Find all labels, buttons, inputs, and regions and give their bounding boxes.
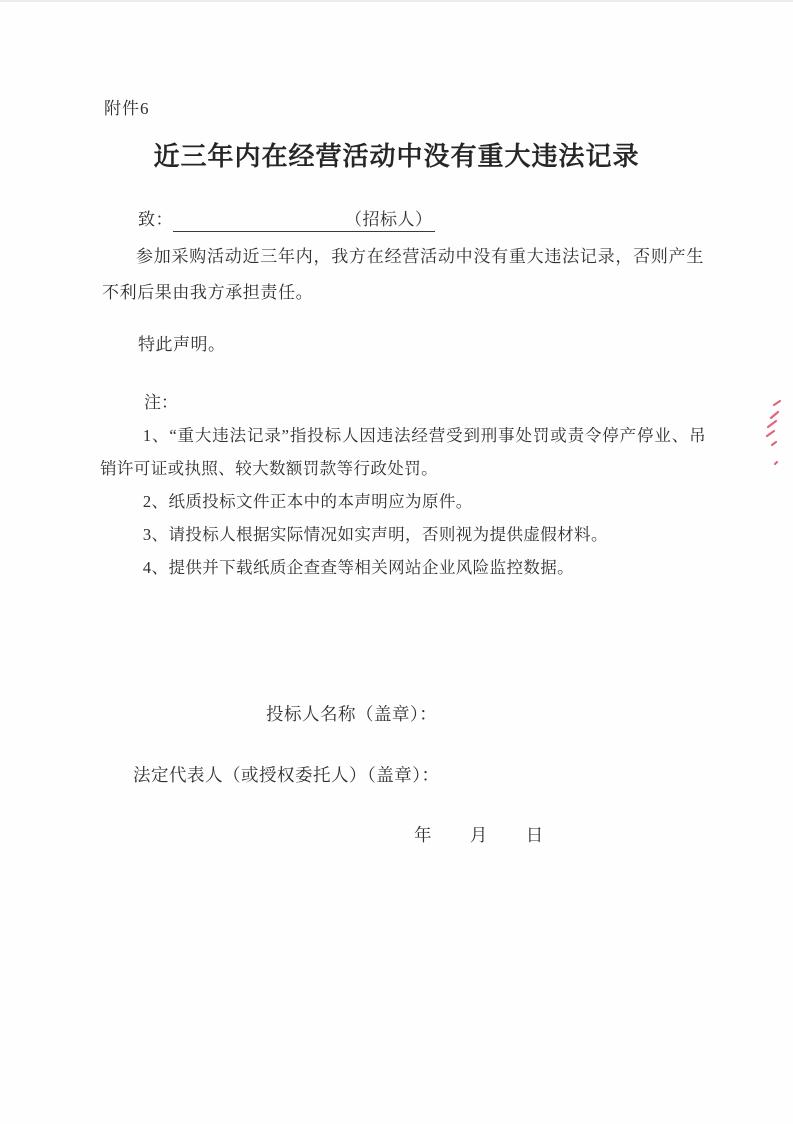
declaration-statement: 特此声明。	[138, 335, 226, 354]
salutation-line	[138, 205, 435, 232]
declaration-paragraph: 参加采购活动近三年内，我方在经营活动中没有重大违法记录，否则产生不利后果由我方承担责任。	[102, 247, 704, 302]
notes-label: 注：	[144, 393, 178, 412]
date-day-label: 日	[525, 825, 544, 845]
recipient-suffix: （招标人）	[345, 210, 433, 229]
date-month-label: 月	[469, 825, 488, 845]
red-pen-mark-icon	[756, 398, 786, 478]
note-item: 1、“重大违法记录”指投标人因违法经营受到刑事处罚或责令停产停业、吊销许可证或执照、较大数额罚款等行政处罚。	[100, 426, 706, 478]
date-line	[414, 822, 543, 847]
document-title: 近三年内在经营活动中没有重大违法记录	[153, 142, 640, 171]
bidder-seal-label: 投标人名称（盖章）：	[266, 704, 438, 724]
note-item: 3、请投标人根据实际情况如实声明，否则视为提供虚假材料。	[142, 525, 608, 544]
attachment-label: 附件6	[104, 99, 150, 118]
note-item: 4、提供并下载纸质企查查等相关网站企业风险监控数据。	[142, 558, 575, 577]
legal-rep-seal-label: 法定代表人（或授权委托人）（盖章）：	[133, 765, 440, 785]
salutation-prefix: 致：	[138, 210, 173, 229]
recipient-underline	[173, 205, 435, 232]
date-year-label: 年	[414, 825, 432, 845]
notes-list	[100, 419, 706, 584]
recipient-blank	[173, 208, 345, 225]
note-item: 2、纸质投标文件正本中的本声明应为原件。	[142, 492, 473, 511]
